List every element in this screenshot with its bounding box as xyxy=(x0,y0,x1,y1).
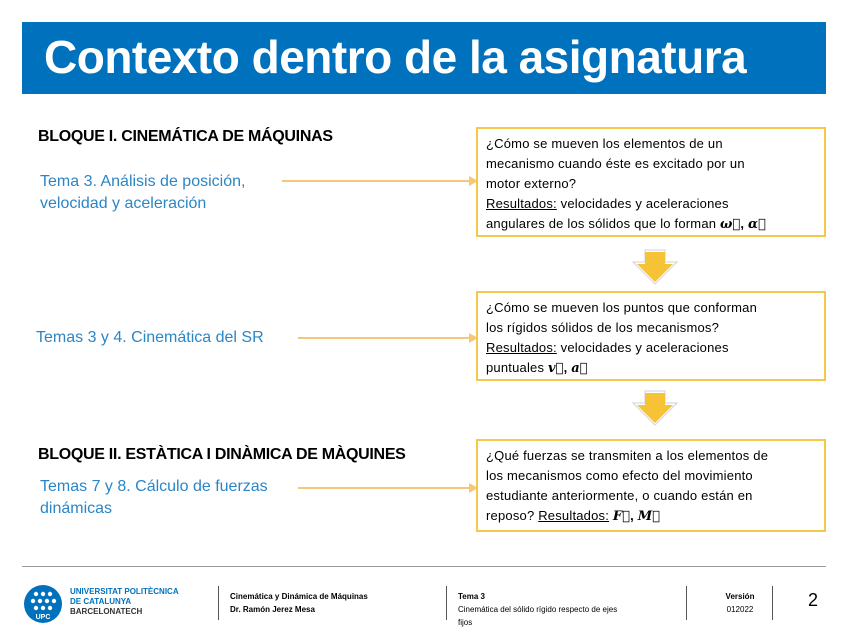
footer-course-name: Cinemática y Dinámica de Máquinas xyxy=(230,592,368,601)
topic-forces-line2: dinámicas xyxy=(40,500,113,517)
title-bar xyxy=(22,22,826,94)
vector-a: a⃗ xyxy=(571,361,588,376)
box1-line2: mecanismo cuando éste es excitado por un xyxy=(486,156,745,171)
box1-line4 xyxy=(486,194,816,214)
question-box-1 xyxy=(476,127,826,237)
footer-version-value: 012022 xyxy=(726,605,754,614)
footer-divider xyxy=(22,566,826,567)
footer-separator-4 xyxy=(772,586,773,620)
logo-label: UPC xyxy=(35,614,51,621)
topic-forces xyxy=(40,476,268,520)
upc-logo xyxy=(24,585,62,623)
box3-line1: ¿Qué fuerzas se transmiten a los elementos de xyxy=(486,448,769,463)
down-arrow-icon-2 xyxy=(631,389,679,429)
footer-topic xyxy=(458,590,617,629)
university-name xyxy=(70,587,179,617)
box3-line3: estudiante anteriormente, o cuando están en xyxy=(486,488,753,503)
footer-separator-1 xyxy=(218,586,219,620)
question-box-2 xyxy=(476,291,826,381)
university-line1: UNIVERSITAT POLITÈCNICA xyxy=(70,587,179,596)
box1-results-label: Resultados: xyxy=(486,196,557,211)
question-box-3 xyxy=(476,439,826,532)
vector-omega: ω⃗ xyxy=(720,217,741,232)
footer-separator-2 xyxy=(446,586,447,620)
box3-line4-text: reposo? xyxy=(486,508,539,523)
footer-version xyxy=(712,590,768,616)
university-line3: BARCELONATECH xyxy=(70,607,143,616)
box1-line4-text: velocidades y aceleraciones xyxy=(556,196,729,211)
upc-logo-icon xyxy=(24,585,62,623)
footer-topic-desc-1: Cinemática del sólido rígido respecto de ejes xyxy=(458,605,618,614)
box1-line1: ¿Cómo se mueven los elementos de un xyxy=(486,136,723,151)
page-title: Contexto dentro de la asignatura xyxy=(44,31,747,83)
arrow-line-3 xyxy=(298,487,470,489)
topic-analysis-line1: Tema 3. Análisis de posición, xyxy=(40,173,246,190)
footer-topic-desc-2: fijos xyxy=(458,618,473,627)
box3-line2: los mecanismos como efecto del movimiento xyxy=(486,468,753,483)
box1-line5: angulares de los sólidos que lo forman ω⃗, α⃗ xyxy=(486,216,767,232)
box2-line4-text: puntuales xyxy=(486,360,548,375)
topic-analysis xyxy=(40,171,245,215)
arrow-line-1 xyxy=(282,180,470,182)
box2-results-label: Resultados: xyxy=(486,340,557,355)
vector-moment: M⃗ xyxy=(637,509,661,524)
university-line2: DE CATALUNYA xyxy=(70,597,132,606)
footer-separator-3 xyxy=(686,586,687,620)
footer-version-label: Versión xyxy=(725,592,755,601)
block-heading-2: BLOQUE II. ESTÀTICA I DINÀMICA DE MÀQUINES xyxy=(38,446,406,463)
vector-alpha: α⃗ xyxy=(748,217,767,232)
box2-line3-text: velocidades y aceleraciones xyxy=(556,340,729,355)
arrow-line-2 xyxy=(298,337,470,339)
box1-line5-text: angulares de los sólidos que lo forman xyxy=(486,216,720,231)
topic-cinematics: Temas 3 y 4. Cinemática del SR xyxy=(36,329,264,346)
footer-topic-label: Tema 3 xyxy=(458,592,485,601)
topic-analysis-line2: velocidad y aceleración xyxy=(40,195,207,212)
box2-line4: puntuales v⃗, a⃗ xyxy=(486,360,588,376)
footer-author: Dr. Ramón Jerez Mesa xyxy=(230,605,315,614)
box2-line3 xyxy=(486,338,816,358)
down-arrow-icon-1 xyxy=(631,248,679,288)
vector-force: F⃗ xyxy=(612,509,631,524)
box2-line1: ¿Cómo se mueven los puntos que conforman xyxy=(486,300,758,315)
footer-course xyxy=(230,590,368,616)
box3-line4: reposo? Resultados: F⃗, M⃗ xyxy=(486,508,661,524)
vector-v: v⃗ xyxy=(548,361,564,376)
page-number: 2 xyxy=(808,590,819,610)
box1-line3: motor externo? xyxy=(486,176,577,191)
box2-line2: los rígidos sólidos de los mecanismos? xyxy=(486,320,720,335)
box3-results-label: Resultados: xyxy=(538,508,610,523)
topic-forces-line1: Temas 7 y 8. Cálculo de fuerzas xyxy=(40,478,268,495)
block-heading-1: BLOQUE I. CINEMÁTICA DE MÁQUINAS xyxy=(38,128,333,145)
